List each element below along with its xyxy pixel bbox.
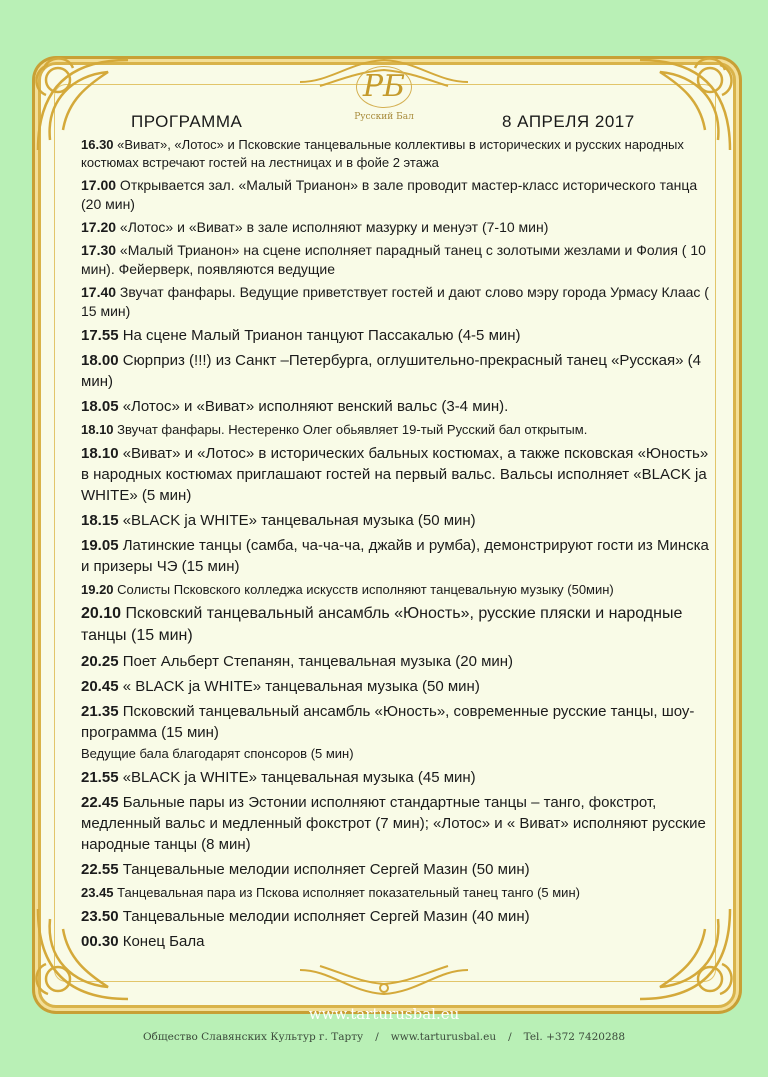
item-time: 22.55 [81,861,119,878]
page-title: ПРОГРАММА [131,112,243,131]
item-time: 19.05 [81,537,119,554]
item-text: Псковский танцевальный ансамбль «Юность», русские пляски и народные танцы (15 мин) [81,605,683,644]
footer-org: Общество Славянских Культур г. Тарту [142,1031,364,1043]
item-text: Танцевальная пара из Пскова исполняет показательный танец танго (5 мин) [113,885,580,900]
item-time: 20.45 [81,678,119,695]
program-item [81,651,711,672]
item-time: 20.25 [81,653,119,670]
program-item [81,906,711,927]
program-list [81,136,711,956]
item-time: 16.30 [81,137,114,152]
item-time: 18.00 [81,352,119,369]
item-text: «Лотос» и «Виват» исполняют венский вальс (3-4 мин). [118,398,509,415]
footer-separator: / [375,1031,379,1043]
program-item [81,792,711,855]
bottom-flourish-icon [300,962,468,1002]
item-time: 18.10 [81,422,114,437]
program-item [81,676,711,697]
item-text: Конец Бала [118,933,205,950]
footer [0,1031,768,1043]
program-item [81,350,711,392]
item-time: 17.55 [81,327,119,344]
item-text: Солисты Псковского колледжа искусств исполняют танцевальную музыку (50мин) [113,582,614,597]
item-time: 17.30 [81,242,117,258]
logo [346,66,422,122]
item-text: «Виват» и «Лотос» в исторических бальных костюмах, а также псковская «Юность» в народных костюмах приглашают гостей на первый вальс. Вальсы исполняет «BLACK ja WHITE» (5 мин) [81,445,709,504]
program-item [81,859,711,880]
program-item [81,421,711,439]
item-time: 23.45 [81,885,114,900]
item-text: Бальные пары из Эстонии исполняют стандартные танцы – танго, фокстрот, медленный вальс и медленный фокстрот (7 мин); «Лотос» и « Виват» исполняют русские народные танцы (8 мин) [81,794,706,853]
item-text: Сюрприз (!!!) из Санкт –Петербурга, оглушительно-прекрасный танец «Русская» (4 мин) [81,352,701,390]
program-item [81,176,711,214]
item-time: 17.20 [81,219,117,235]
item-time: 21.35 [81,703,119,720]
program-item [81,218,711,237]
footer-phone: Tel. +372 7420288 [523,1031,626,1043]
item-time: 18.15 [81,512,119,529]
item-text: Звучат фанфары. Ведущие приветствует гостей и дают слово мэру города Урмасу Клаас ( 15 мин) [81,284,709,319]
item-time: 21.55 [81,769,119,786]
footer-site[interactable]: www.tarturusbal.eu [390,1031,497,1043]
item-text: Звучат фанфары. Нестеренко Олег обьявляет 19-тый Русский бал открытым. [113,422,588,437]
program-item [81,396,711,417]
program-item [81,581,711,599]
program-item [81,283,711,321]
program-item [81,510,711,531]
program-item [81,701,711,743]
item-text: «Лотос» и «Виват» в зале исполняют мазурку и менуэт (7-10 мин) [116,219,549,235]
item-time: 17.00 [81,177,117,193]
item-time: 19.20 [81,582,114,597]
item-text: «BLACK ja WHITE» танцевальная музыка (50 мин) [118,512,476,529]
item-time: 00.30 [81,933,119,950]
program-item [81,325,711,346]
program-item [81,884,711,902]
item-text: Танцевальные мелодии исполняет Сергей Мазин (50 мин) [118,861,530,878]
item-text: Псковский танцевальный ансамбль «Юность», современные русские танцы, шоу-программа (15 мин) [81,703,695,741]
item-text: « BLACK ja WHITE» танцевальная музыка (50 мин) [118,678,480,695]
program-item [81,931,711,952]
logo-mark: РБ [356,66,412,108]
item-text: «BLACK ja WHITE» танцевальная музыка (45 мин) [118,769,476,786]
program-item [81,603,711,647]
footer-separator: / [508,1031,512,1043]
program-item [81,535,711,577]
program-item [81,136,711,172]
item-time: 18.05 [81,398,119,415]
item-text: «Виват», «Лотос» и Псковские танцевальные коллективы в исторических и русских народных костюмах встречают гостей на лестницах и в фойе 2 этажа [81,137,684,170]
item-time: 18.10 [81,445,119,462]
program-item [81,241,711,279]
logo-text: Русский Бал [354,112,414,122]
item-time: 17.40 [81,284,117,300]
item-time: 22.45 [81,794,119,811]
item-text: Открывается зал. «Малый Трианон» в зале проводит мастер-класс исторического танца (20 мин) [81,177,698,212]
item-text: Латинские танцы (самба, ча-ча-ча, джайв и румба), демонстрируют гости из Минска и призеры ЧЭ (15 мин) [81,537,709,575]
program-item [81,443,711,506]
item-text: На сцене Малый Трианон танцуют Пассакалью (4-5 мин) [118,327,521,344]
item-time: 23.50 [81,908,119,925]
website-link[interactable]: www.tarturusbal.eu [308,1005,460,1023]
sponsor-note: Ведущие бала благодарят спонсоров (5 мин) [81,746,354,761]
item-text: Танцевальные мелодии исполняет Сергей Мазин (40 мин) [118,908,530,925]
program-item [81,767,711,788]
event-date: 8 АПРЕЛЯ 2017 [502,112,635,131]
item-time: 20.10 [81,605,122,622]
item-text: «Малый Трианон» на сцене исполняет парадный танец с золотыми жезлами и Фолия ( 10 мин). Фейерверк, появляются ведущие [81,242,706,277]
item-text: Поет Альберт Степанян, танцевальная музыка (20 мин) [118,653,514,670]
